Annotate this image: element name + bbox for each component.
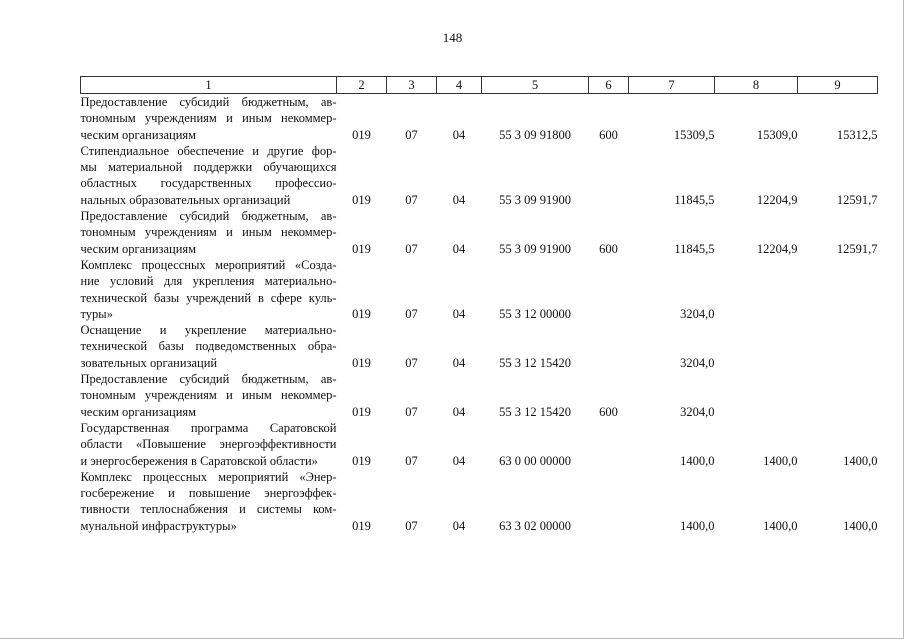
row-description [81, 371, 337, 420]
table-row [81, 257, 878, 322]
code-subsection: 04 [452, 355, 466, 370]
code-section: 07 [405, 192, 418, 207]
table-row [81, 208, 878, 257]
code-gov: 019 [352, 241, 371, 256]
budget-table [80, 76, 878, 534]
amount-col8: 12204,9 [756, 192, 798, 207]
description-line: ческим организациям [80, 404, 197, 419]
amount-col9: 1400,0 [843, 453, 878, 468]
code-section: 07 [405, 518, 418, 533]
description-line: зовательных организаций [80, 355, 218, 370]
amount-col8: 1400,0 [763, 453, 798, 468]
description-line: тономным учреждениям и иным некоммер- [80, 388, 337, 403]
description-line: Комплекс процессных мероприятий «Энер- [80, 469, 337, 484]
description-line: ческим организациям [80, 241, 197, 256]
description-line: ческим организациям [80, 127, 197, 142]
code-gov: 019 [352, 306, 371, 321]
code-subsection: 04 [452, 127, 466, 142]
code-target: 55 3 12 15420 [499, 355, 571, 370]
amount-col8 [715, 322, 798, 371]
amount-col9 [798, 322, 878, 371]
description-line: областных государственных профессио- [80, 176, 337, 191]
description-line: ние условий для укрепления материально- [80, 274, 337, 289]
description-line: мы материальной поддержки обучающихся [80, 160, 337, 175]
code-subsection: 04 [452, 404, 466, 419]
code-target: 55 3 12 15420 [499, 404, 571, 419]
description-line: Государственная программа Саратовской [80, 420, 337, 435]
code-subsection: 04 [452, 518, 466, 533]
row-description [81, 469, 337, 534]
row-description [81, 322, 337, 371]
table-row [81, 94, 878, 143]
code-expense-type [589, 322, 629, 371]
header-cell: 1 [81, 77, 337, 94]
code-expense-type: 600 [599, 404, 618, 419]
table-row [81, 371, 878, 420]
header-cell: 4 [437, 77, 482, 94]
header-cell: 5 [482, 77, 589, 94]
code-expense-type: 600 [599, 241, 618, 256]
code-gov: 019 [352, 453, 371, 468]
page-number: 148 [442, 30, 463, 45]
amount-col8: 1400,0 [763, 518, 798, 533]
amount-col9: 12591,7 [836, 192, 878, 207]
header-cell: 2 [337, 77, 387, 94]
code-gov: 019 [352, 404, 371, 419]
amount-col7: 11845,5 [674, 241, 715, 256]
description-line: мунальной инфраструктуры» [80, 518, 237, 533]
code-target: 55 3 09 91900 [499, 241, 571, 256]
code-expense-type: 600 [599, 127, 618, 142]
code-section: 07 [405, 404, 418, 419]
code-subsection: 04 [452, 306, 466, 321]
row-description [81, 208, 337, 257]
description-line: Комплекс процессных мероприятий «Созда- [80, 257, 337, 272]
amount-col9: 1400,0 [843, 518, 878, 533]
code-target: 63 0 00 00000 [499, 453, 571, 468]
amount-col9 [798, 371, 878, 420]
row-description [81, 143, 337, 208]
code-gov: 019 [352, 355, 371, 370]
header-cell: 8 [715, 77, 798, 94]
row-description [81, 94, 337, 143]
code-section: 07 [405, 241, 418, 256]
code-gov: 019 [352, 518, 371, 533]
description-line: туры» [80, 306, 113, 321]
amount-col7: 15309,5 [673, 127, 715, 142]
description-line: Предоставление субсидий бюджетным, ав- [80, 372, 337, 387]
amount-col8 [715, 371, 798, 420]
code-section: 07 [405, 306, 418, 321]
description-line: технической базы учреждений в сфере куль- [80, 290, 337, 305]
code-target: 55 3 09 91900 [499, 192, 571, 207]
amount-col7: 3204,0 [680, 306, 715, 321]
description-line: тивности теплоснабжения и системы ком- [80, 502, 337, 517]
table-row [81, 143, 878, 208]
description-line: Предоставление субсидий бюджетным, ав- [80, 95, 337, 109]
table-body [81, 94, 878, 535]
description-line: Предоставление субсидий бюджетным, ав- [80, 209, 337, 224]
amount-col7: 3204,0 [680, 404, 715, 419]
row-description [81, 420, 337, 469]
header-row [81, 77, 878, 94]
code-target: 55 3 12 00000 [499, 306, 571, 321]
amount-col7: 11845,5 [674, 192, 715, 207]
amount-col9: 12591,7 [836, 241, 878, 256]
description-line: тономным учреждениям и иным некоммер- [80, 111, 337, 126]
amount-col8 [715, 257, 798, 322]
code-target: 63 3 02 00000 [499, 518, 571, 533]
amount-col8: 15309,0 [756, 127, 798, 142]
description-line: тономным учреждениям и иным некоммер- [80, 225, 337, 240]
amount-col7: 3204,0 [680, 355, 715, 370]
description-line: Оснащение и укрепление материально- [80, 323, 337, 338]
code-expense-type [589, 469, 629, 534]
row-description [81, 257, 337, 322]
code-expense-type [589, 257, 629, 322]
code-subsection: 04 [452, 241, 466, 256]
amount-col9: 15312,5 [836, 127, 878, 142]
code-gov: 019 [352, 192, 371, 207]
code-subsection: 04 [452, 192, 466, 207]
code-section: 07 [405, 355, 418, 370]
code-section: 07 [405, 453, 418, 468]
code-gov: 019 [352, 127, 371, 142]
description-line: госбережение и повышение энергоэффек- [80, 486, 337, 501]
header-cell: 9 [798, 77, 878, 94]
code-target: 55 3 09 91800 [499, 127, 571, 142]
code-expense-type [589, 420, 629, 469]
table-row [81, 420, 878, 469]
description-line: Стипендиальное обеспечение и другие фор- [80, 143, 337, 158]
description-line: области «Повышение энергоэффективности [80, 437, 337, 452]
code-expense-type [589, 143, 629, 208]
description-line: и энергосбережения в Саратовской области» [80, 453, 318, 468]
amount-col7: 1400,0 [680, 453, 715, 468]
code-subsection: 04 [452, 453, 466, 468]
amount-col7: 1400,0 [680, 518, 715, 533]
code-section: 07 [405, 127, 418, 142]
header-cell: 3 [387, 77, 437, 94]
header-cell: 7 [629, 77, 715, 94]
table-row [81, 322, 878, 371]
description-line: нальных образовательных организаций [80, 192, 291, 207]
description-line: технической базы подведомственных обра- [80, 339, 337, 354]
header-cell: 6 [589, 77, 629, 94]
amount-col9 [798, 257, 878, 322]
amount-col8: 12204,9 [756, 241, 798, 256]
table-row [81, 469, 878, 534]
